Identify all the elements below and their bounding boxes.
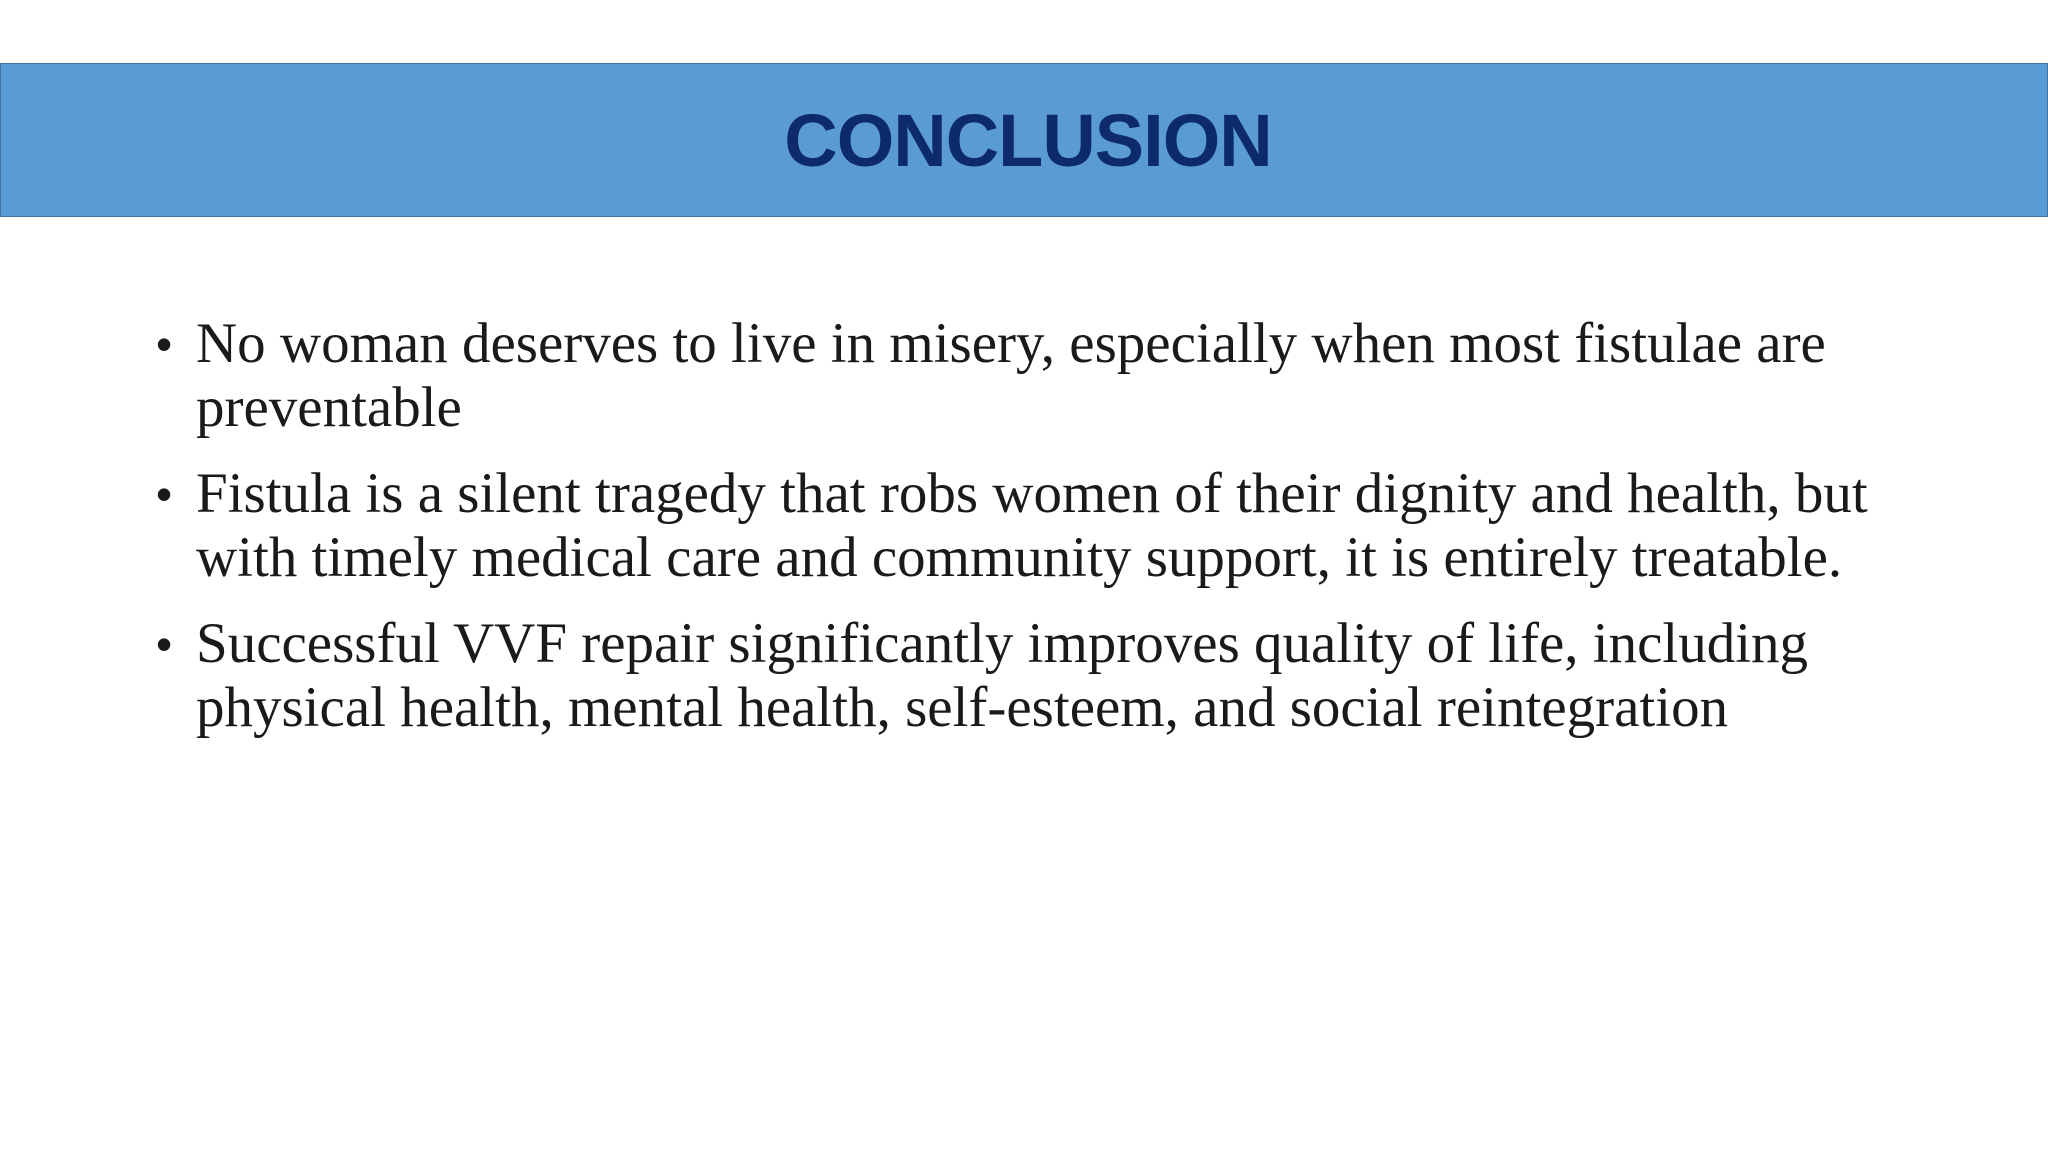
bullet-list — [150, 312, 1870, 762]
bullet-text: No woman deserves to live in misery, especially when most fistulae are preventable — [196, 312, 1826, 439]
bullet-item — [150, 612, 1870, 740]
bullet-dot-icon: • — [156, 618, 173, 670]
title-band — [0, 63, 2048, 217]
bullet-text: Fistula is a silent tragedy that robs women of their dignity and health, but with timely medical care and community support, it is entirely treatable. — [196, 462, 1868, 589]
slide-title: CONCLUSION — [784, 98, 1272, 182]
bullet-item — [150, 462, 1870, 590]
bullet-dot-icon: • — [156, 468, 173, 520]
bullet-item — [150, 312, 1870, 440]
bullet-dot-icon: • — [156, 318, 173, 370]
bullet-text: Successful VVF repair significantly improves quality of life, including physical health, mental health, self-esteem, and social reintegration — [196, 612, 1809, 739]
